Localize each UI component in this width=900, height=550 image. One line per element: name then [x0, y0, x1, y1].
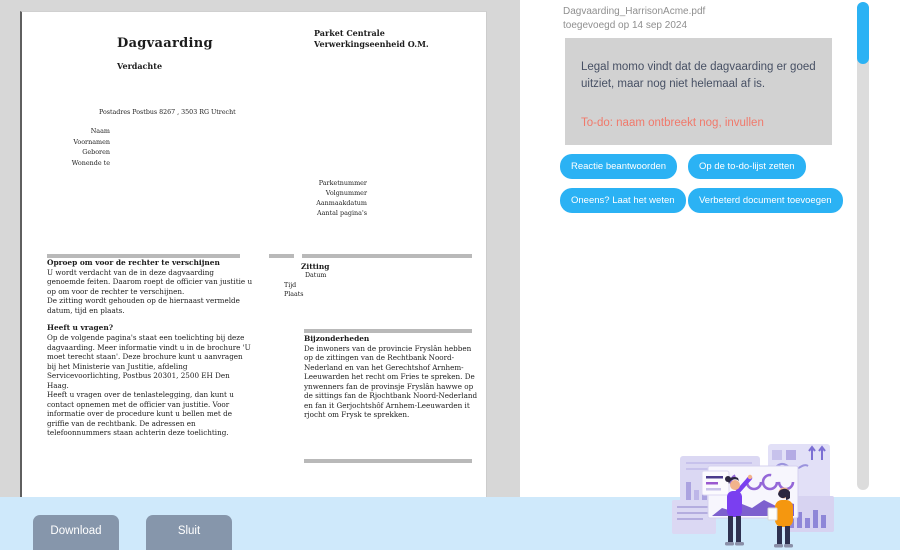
- section-body: Op de volgende pagina's staat een toelichting bij deze dagvaarding. Meer informatie vindt u in de brochure 'U moet terecht staan'. Deze brochure kunt u aanvragen bij het Ministerie van Justitie, afdeling Servicevoorlichting, Postbus 20301, 2500 EH Den Haag.: [47, 333, 251, 390]
- field-label-aanmaakdatum: Aanmaakdatum: [316, 199, 367, 207]
- case-field-labels: [262, 178, 367, 218]
- comment-text: Legal momo vindt dat de dagvaarding er goed uitziet, maar nog niet helemaal af is.: [581, 61, 816, 90]
- comment-card: [565, 38, 832, 145]
- review-panel: [520, 0, 900, 497]
- scrollbar-track[interactable]: [857, 2, 869, 490]
- postal-address: Postadres Postbus 8267 , 3503 RG Utrecht: [99, 109, 236, 116]
- reply-button[interactable]: Reactie beantwoorden: [560, 154, 677, 179]
- office-line: Verwerkingseenheid O.M.: [314, 39, 429, 49]
- field-label-aantal-paginas: Aantal pagina's: [317, 209, 367, 217]
- document-title: Dagvaarding: [117, 36, 213, 51]
- close-button[interactable]: Sluit: [146, 515, 232, 550]
- section-heading-zitting: Zitting: [301, 262, 330, 271]
- bijzonderheden-column: [304, 334, 481, 420]
- file-info: [563, 5, 705, 32]
- add-to-todo-button[interactable]: Op de to-do-lijst zetten: [688, 154, 806, 179]
- office-address: [314, 28, 429, 50]
- document-subtitle: Verdachte: [117, 61, 163, 71]
- separator-bar: [302, 254, 472, 258]
- section-body: Heeft u vragen over de tenlastelegging, dan kunt u contact opnemen met de officier van justitie. Voor informatie over de procedure kunt u bellen met de griffie van de rechtbank. De adressen en telefoonnummers staan achterin deze toelichting.: [47, 390, 234, 438]
- scrollbar-thumb[interactable]: [857, 2, 869, 64]
- field-label-datum: Datum: [305, 272, 327, 279]
- section-body: De inwoners van de provincie Fryslân hebben op de zittingen van de Rechtbank Noord-Nederland en van het Gerechtshof Arnhem-Leeuwarden het recht om Fries te spreken. De ynwenners fan de provinsje Fryslân hawwe op de sittings fan de Rjochtbank Noord-Nederland en fan it Gerjochtshôf Arnhem-Leeuwarden it rjocht om Frysk te sprekken.: [304, 343, 478, 420]
- section-body: De zitting wordt gehouden op de hiernaast vermelde datum, tijd en plaats.: [47, 296, 240, 315]
- section-heading-oproep: Oproep om voor de rechter te verschijnen: [47, 258, 220, 267]
- file-name: Dagvaarding_HarrisonAcme.pdf: [563, 6, 706, 17]
- file-added-date: toegevoegd op 14 sep 2024: [563, 19, 687, 31]
- field-label-tijd: Tijd: [284, 282, 297, 289]
- field-label-naam: Naam: [90, 127, 110, 135]
- person-field-labels: [42, 126, 110, 168]
- disagree-button[interactable]: Oneens? Laat het weten: [560, 188, 686, 213]
- field-label-wonende-te: Wonende te: [71, 158, 110, 167]
- document-page: [20, 11, 487, 497]
- field-label-parketnummer: Parketnummer: [318, 179, 367, 187]
- section-body: U wordt verdacht van de in deze dagvaarding genoemde feiten. Daarom roept de officier van justitie u op om voor de rechter te verschijnen.: [47, 267, 253, 296]
- upload-improved-button[interactable]: Verbeterd document toevoegen: [688, 188, 843, 213]
- field-label-voornamen: Voornamen: [73, 137, 110, 146]
- section-heading-bijzonderheden: Bijzonderheden: [304, 334, 370, 343]
- office-line: Parket Centrale: [314, 28, 385, 38]
- analytics-illustration: [672, 438, 837, 550]
- left-text-column: [47, 258, 253, 438]
- field-label-geboren: Geboren: [82, 148, 110, 156]
- download-button[interactable]: Download: [33, 515, 119, 550]
- field-label-volgnummer: Volgnummer: [325, 189, 367, 197]
- separator-bar: [269, 254, 294, 258]
- separator-bar: [304, 459, 472, 463]
- section-heading-vragen: Heeft u vragen?: [47, 323, 114, 333]
- separator-bar: [304, 329, 472, 333]
- comment-todo-text: To-do: naam ontbreekt nog, invullen: [581, 117, 764, 129]
- field-label-plaats: Plaats: [284, 291, 304, 298]
